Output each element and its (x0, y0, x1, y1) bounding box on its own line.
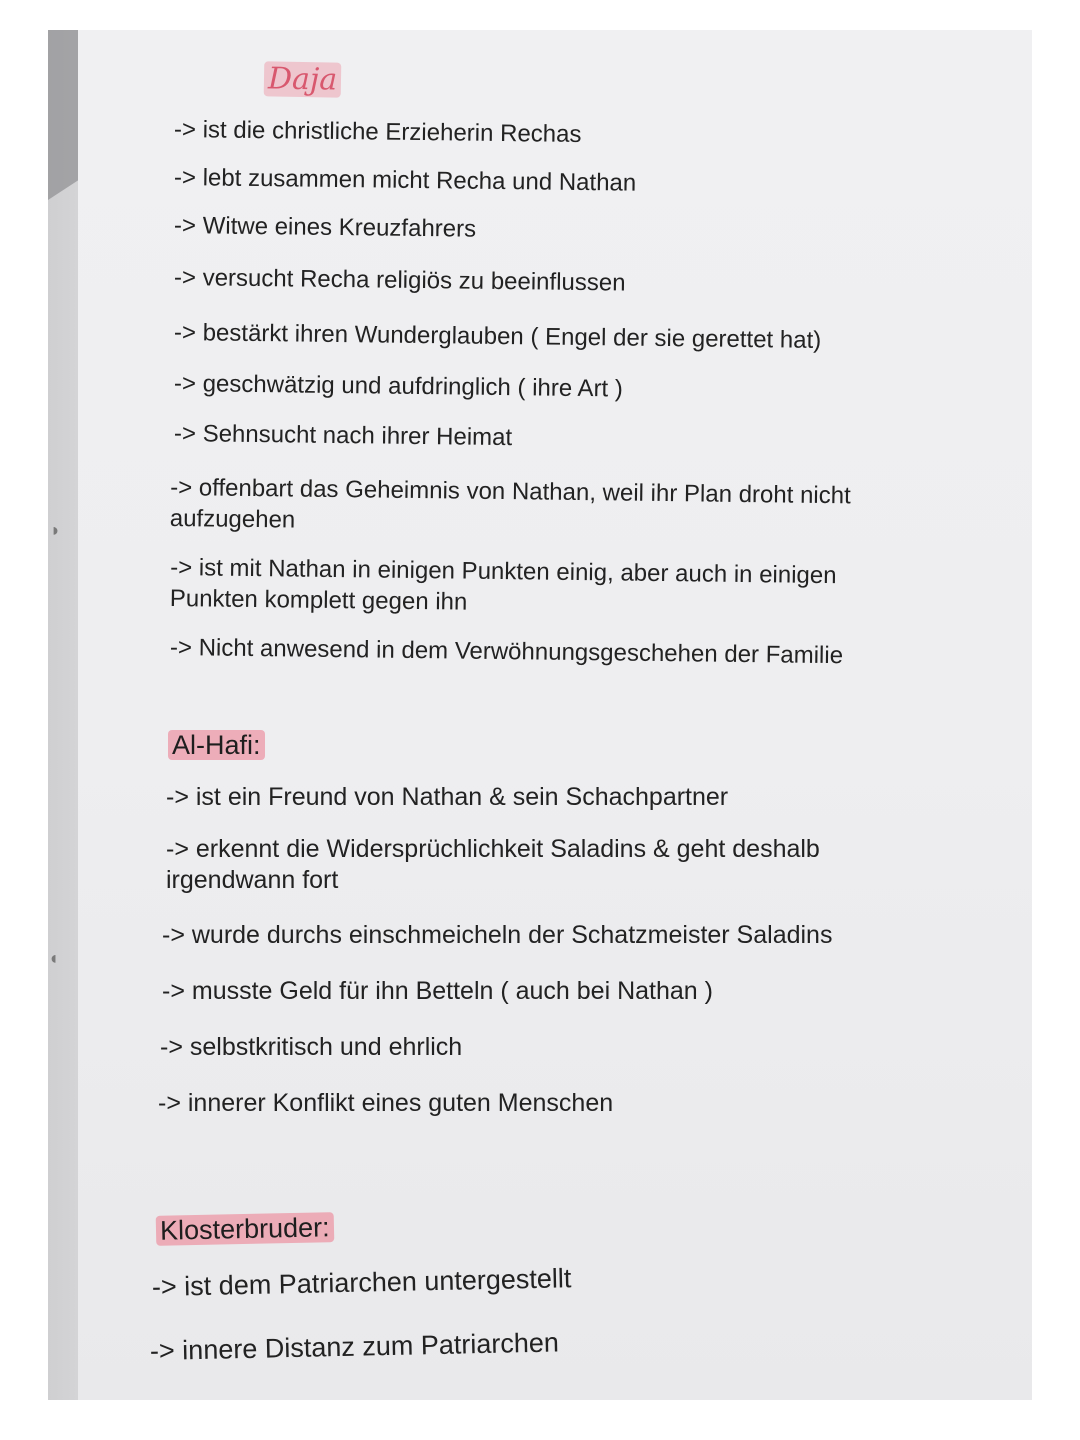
edge-mark-icon: ◖ (48, 948, 59, 968)
list-item: -> innere Distanz zum Patriarchen (149, 1327, 560, 1366)
paper-sheet (78, 30, 1032, 1400)
list-item: -> versucht Recha religiös zu beeinflussen (173, 264, 626, 297)
list-item: -> musste Geld für ihn Betteln ( auch bei Nathan ) (162, 977, 713, 1005)
list-item: -> bestärkt ihren Wunderglauben ( Engel der sie gerettet hat) (173, 319, 822, 354)
list-item: -> Sehnsucht nach ihrer Heimat (173, 420, 513, 452)
list-item: -> geschwätzig und aufdringlich ( ihre Art ) (173, 370, 624, 403)
section-heading-klosterbruder: Klosterbruder: (150, 1210, 340, 1249)
list-item: -> ist ein Freund von Nathan & sein Schachpartner (166, 783, 729, 811)
list-item: -> Nicht anwesend in dem Verwöhnungsgeschehen der Familie (169, 634, 844, 670)
section-heading-al-hafi: Al-Hafi: (162, 728, 271, 763)
list-item: -> selbstkritisch und ehrlich (160, 1033, 463, 1061)
list-item: -> erkennt die Widersprüchlichkeit Saladins & geht deshalb irgendwann fort (166, 835, 820, 894)
list-item: -> ist mit Nathan in einigen Punkten einig, aber auch in einigen Punkten komplett gegen ihn (169, 554, 837, 616)
list-item: -> offenbart das Geheimnis von Nathan, weil ihr Plan droht nicht aufzugehen (169, 474, 851, 534)
list-item: -> wurde durchs einschmeicheln der Schatzmeister Saladins (162, 921, 833, 949)
list-item: -> ist die christliche Erzieherin Rechas (173, 116, 582, 148)
section-heading-daja: Daja (258, 59, 348, 100)
list-item: -> lebt zusammen micht Recha und Nathan (173, 164, 637, 197)
list-item: -> Witwe eines Kreuzfahrers (173, 212, 477, 243)
edge-mark-icon: ◗ (50, 520, 61, 540)
list-item: -> ist dem Patriarchen untergestellt (151, 1263, 572, 1302)
list-item: -> innerer Konflikt eines guten Menschen (158, 1089, 614, 1117)
photo-frame (48, 30, 1032, 1400)
